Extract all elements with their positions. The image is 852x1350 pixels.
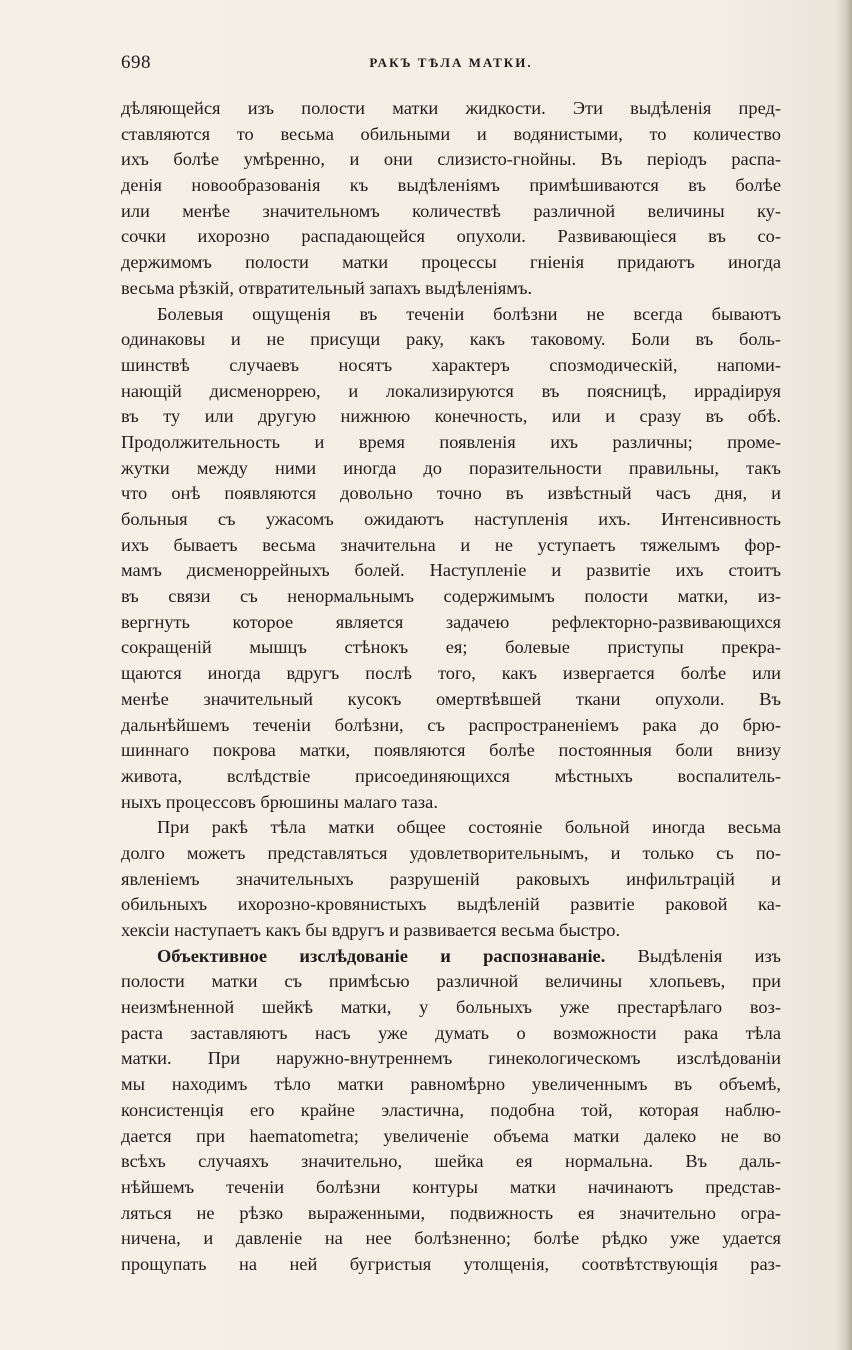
text-line: Продолжительность и время появленія ихъ различны; проме- — [121, 431, 781, 452]
text-line: хексіи наступаетъ какъ бы вдругъ и развивается весьма быстро. — [121, 920, 621, 940]
text-line: вергнуть которое является задачею рефлекторно-развивающихся — [121, 611, 781, 632]
text-line: менѣе значительный кусокъ омертвѣвшей ткани опухоли. Въ — [121, 688, 781, 709]
text-line: Болевыя ощущенія въ теченіи болѣзни не всегда бываютъ — [157, 303, 781, 324]
text-line: мы находимъ тѣло матки равномѣрно увеличеннымъ въ объемѣ, — [121, 1074, 781, 1095]
text-line: ляться не рѣзко выраженными, подвижность ея значительно огра- — [121, 1202, 781, 1223]
text-line: въ связи съ ненормальнымъ содержимымъ полости матки, из- — [121, 586, 781, 607]
text-line: дальнѣйшемъ теченіи болѣзни, съ распространеніемъ рака до брю- — [121, 714, 781, 735]
text-line: живота, вслѣдствіе присоединяющихся мѣстныхъ воспалитель- — [121, 765, 781, 786]
text-line: ничена, и давленіе на нее болѣзненно; болѣе рѣдко уже удается — [121, 1228, 781, 1249]
text-line: всѣхъ случаяхъ значительно, шейка ея нормальна. Въ даль- — [121, 1151, 781, 1172]
text-line: шиннаго покрова матки, появляются болѣе постоянныя боли внизу — [121, 740, 781, 761]
text-line: нѣйшемъ теченіи болѣзни контуры матки начинаютъ представ- — [121, 1176, 781, 1197]
text-line: или менѣе значительномъ количествѣ различной величины ку- — [121, 200, 781, 221]
text-line: матки. При наружно-внутреннемъ гинекологическомъ изслѣдованіи — [121, 1048, 781, 1069]
text-line: ихъ болѣе умѣренно, и они слизисто-гнойны. Въ періодъ распа- — [121, 149, 781, 170]
text-line: прощупать на ней бугристыя утолщенія, соотвѣтствующія раз- — [121, 1253, 781, 1274]
heading-line-rest: Выдѣленія изъ — [605, 945, 781, 966]
text-line: ихъ бываетъ весьма значительна и не уступаетъ тяжелымъ фор- — [121, 534, 781, 555]
text-line: ставляются то весьма обильными и водянистыми, то количество — [121, 123, 781, 144]
running-header — [121, 52, 781, 76]
text-line: долго можетъ представляться удовлетворительнымъ, и только съ по- — [121, 842, 781, 863]
text-line-with-heading — [121, 944, 781, 970]
text-line: держимомъ полости матки процессы гніенія придаютъ иногда — [121, 252, 781, 273]
text-line: сокращеній мышцъ стѣнокъ ея; болевые приступы прекра- — [121, 637, 781, 658]
text-line: щаются иногда вдругъ послѣ того, какъ извергается болѣе или — [121, 663, 781, 684]
text-line: полости матки съ примѣсью различной величины хлопьевъ, при — [121, 971, 781, 992]
text-line: обильныхъ ихорозно-кровянистыхъ выдѣленій развитіе раковой ка- — [121, 894, 781, 915]
text-line: больныя съ ужасомъ ожидаютъ наступленія ихъ. Интенсивность — [121, 509, 781, 529]
page-edge-shadow — [836, 0, 852, 1350]
text-line: въ ту или другую нижнюю конечность, или и сразу въ обѣ. — [121, 406, 781, 427]
text-line: жутки между ними иногда до поразительности правильны, такъ — [121, 457, 781, 478]
text-line: сочки ихорозно распадающейся опухоли. Развивающіеся въ со- — [121, 226, 781, 247]
text-line: денія новообразованія къ выдѣленіямъ примѣшиваются въ болѣе — [121, 175, 781, 196]
text-line: весьма рѣзкій, отвратительный запахъ выдѣленіямъ. — [121, 277, 533, 298]
text-line: неизмѣненной шейкѣ матки, у больныхъ уже престарѣлаго воз- — [121, 997, 781, 1018]
text-line: раста заставляютъ насъ уже думать о возможности рака тѣла — [121, 1022, 781, 1043]
body-text — [121, 96, 781, 1278]
text-line: консистенція его крайне эластична, подобна той, которая наблю- — [121, 1099, 781, 1120]
section-heading: Объективное изслѣдованіе и распознаваніе. — [157, 945, 606, 966]
text-line: мамъ дисменоррейныхъ болей. Наступленіе и развитіе ихъ стоитъ — [121, 560, 781, 581]
text-line: дѣляющейся изъ полости матки жидкости. Эти выдѣленія пред- — [121, 98, 781, 118]
text-line: нающій дисменоррею, и локализируются въ поясницѣ, иррадіируя — [121, 380, 781, 401]
text-line: При ракѣ тѣла матки общее состояніе больной иногда весьма — [157, 817, 781, 838]
text-line: явленіемъ значительныхъ разрушеній раковыхъ инфильтрацій и — [121, 868, 781, 889]
text-line: ныхъ процессовъ брюшины малаго таза. — [121, 791, 438, 812]
text-line: шинствѣ случаевъ носятъ характеръ спозмодическій, напоми- — [121, 354, 781, 375]
page-number: 698 — [121, 52, 151, 73]
running-title: РАКЪ ТѢЛА МАТКИ. — [369, 55, 533, 70]
text-line: дается при haematometra; увеличеніе объема матки далеко не во — [121, 1125, 781, 1146]
text-line: одинаковы и не присущи раку, какъ таковому. Боли въ боль- — [121, 329, 781, 350]
text-line: что онѣ появляются довольно точно въ извѣстный часъ дня, и — [121, 483, 781, 504]
